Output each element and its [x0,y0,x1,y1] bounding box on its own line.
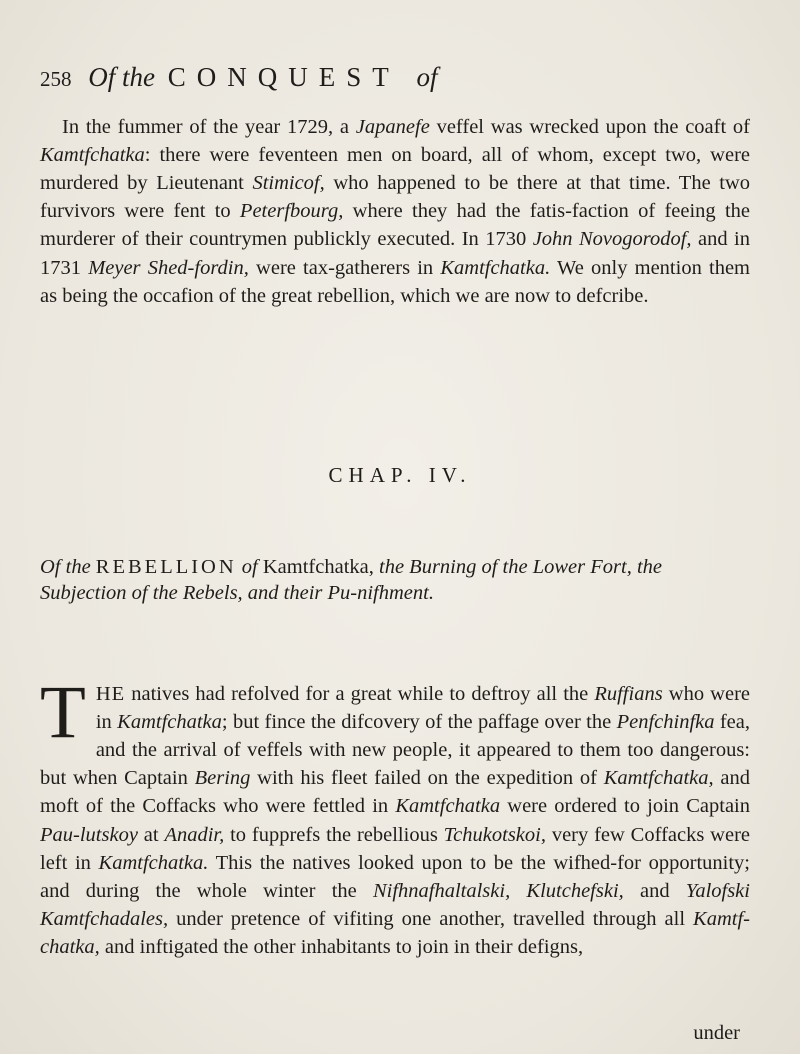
text-run: ; but fince the difcovery of the paffage over the [221,710,617,733]
text-run: Nifhnafhaltalski, Klutchefski, [372,879,624,902]
text-run: Peterfbourg, [239,200,344,223]
text-run: who were in [95,682,750,733]
text-run: and in 1731 [40,228,750,279]
text-run: John Novogorodof, [532,228,692,251]
text-run: Meyer Shed-fordin, [88,256,249,279]
text-run: Stimicof, [252,171,325,194]
text-run: to fupprefs the rebellious [224,823,444,846]
text-run: HE [95,682,126,705]
text-run: Penfchinfka [616,710,715,733]
running-header [40,62,740,98]
header-prefix: Of the [88,62,155,92]
text-run: This the natives looked upon to be the wifhed-for opportunity; and during the whole winter the [40,851,750,902]
text-run: Kamtfchatka [117,710,222,733]
text-run: Bering [194,767,251,790]
text-run: Tchukotskoi, [443,823,546,846]
text-run: with his fleet failed on the expedition of [250,767,604,790]
text-run: Pau-lutskoy [40,823,138,846]
text-run: Kamtfchatka [395,795,501,818]
drop-cap: T [40,670,86,754]
text-run: fea, and the arrival of veffels with new people, it appeared to them too dangerous: but when Captain [40,710,751,790]
text-run: Kamtfchatka [40,143,145,166]
text-run: were ordered to join Captain [500,795,750,818]
text-run: Japanefe [355,115,430,138]
catchword: under [693,1022,740,1044]
text-run: under pretence of vifiting one another, travelled through all [168,908,694,931]
text-run: In the fummer of the year 1729, a [62,115,356,138]
header-title: CONQUEST [167,62,400,92]
text-run: Of the [40,556,96,578]
text-run: Kamtfchatka, [262,556,374,578]
text-run: We only mention them as being the occafion of the great rebellion, which we are now to defcribe. [40,256,750,307]
paragraph-2 [40,670,751,962]
chapter-label: CHAP. IV. [328,463,472,487]
text-run: Ruffians [594,682,663,705]
chapter-title [40,554,752,606]
text-run: Kamtfchatka. [440,256,551,279]
text-run: of [236,556,263,578]
text-run: were tax-gatherers in [248,256,441,279]
page-number: 258 [40,67,72,91]
text-run: Anadir, [164,823,225,846]
text-run: where they had the fatis-faction of feeing the murderer of their countrymen publickly executed. In 1730 [40,200,750,251]
text-run: Kamtfchatka. [98,851,209,874]
text-run: REBELLION [95,556,237,578]
header-suffix: of [416,62,438,92]
text-run: and moft of the Coffacks who were fettled in [40,767,750,818]
text-run: who happened to be there at that time. The two furvivors were fent to [40,171,750,223]
text-run: : there were feventeen men on board, all of whom, except two, were murdered by Lieutenant [40,143,750,194]
text-run: veffel was wrecked upon the coaft of [429,115,751,138]
text-run: the Burning of the Lower Fort, the Subjection of the Rebels, and their Pu-nifhment. [40,556,662,604]
paragraph-1 [40,113,750,310]
text-run: at [137,823,165,846]
text-run: and [623,879,686,902]
text-run: very few Coffacks were left in [40,823,750,874]
text-run: Kamtfchatka, [603,767,714,790]
text-run: and inftigated the other inhabitants to join in their defigns, [99,936,584,959]
text-run: Kamtf-chatka, [40,908,750,959]
text-run: Yalofski Kamtfchadales, [40,879,750,931]
text-run: natives had refolved for a great while to deftroy all the [125,682,595,705]
